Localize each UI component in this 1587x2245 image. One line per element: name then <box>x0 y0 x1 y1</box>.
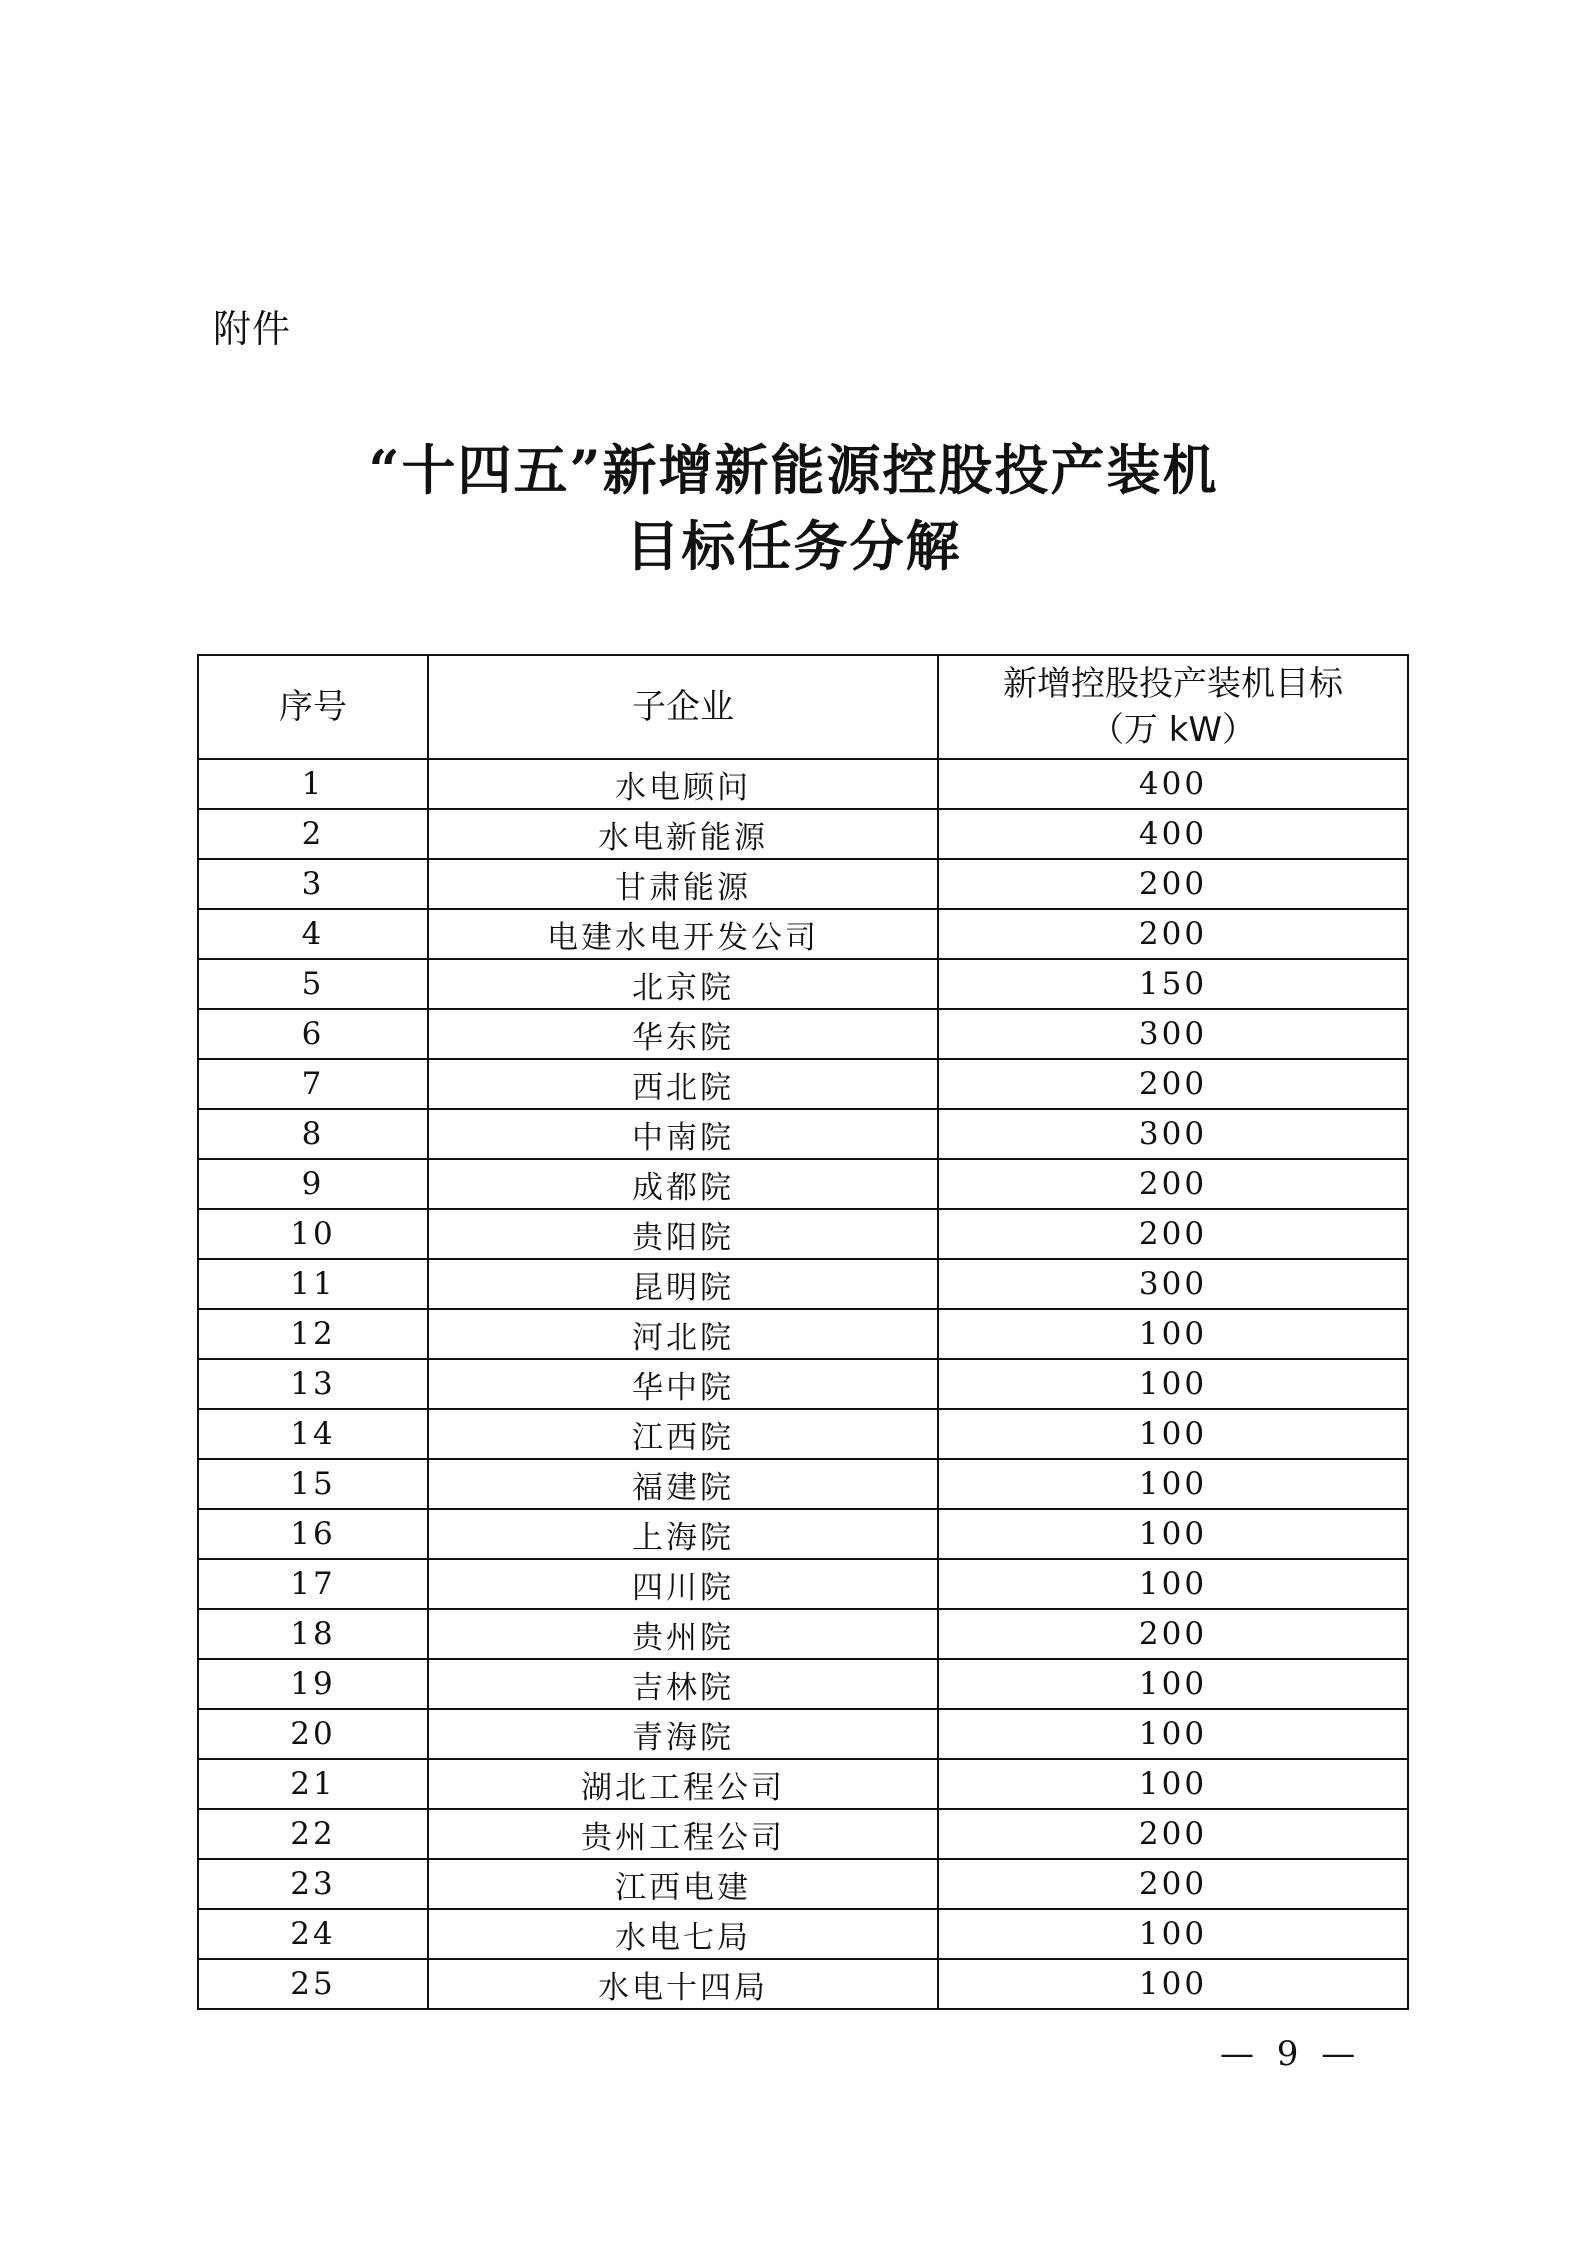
cell-target: 100 <box>938 1559 1408 1609</box>
cell-target: 100 <box>938 1309 1408 1359</box>
cell-index: 7 <box>198 1059 428 1109</box>
table-row <box>198 1159 1408 1209</box>
header-target <box>938 655 1408 759</box>
cell-index: 18 <box>198 1609 428 1659</box>
header-enterprise: 子企业 <box>428 655 938 759</box>
cell-index: 1 <box>198 759 428 809</box>
cell-enterprise: 湖北工程公司 <box>428 1759 938 1809</box>
header-index: 序号 <box>198 655 428 759</box>
title-line-1: “十四五”新增新能源控股投产装机 <box>368 438 1219 502</box>
cell-enterprise: 贵阳院 <box>428 1209 938 1259</box>
cell-target: 100 <box>938 1759 1408 1809</box>
cell-target: 400 <box>938 759 1408 809</box>
cell-target: 200 <box>938 1159 1408 1209</box>
cell-index: 14 <box>198 1409 428 1459</box>
cell-index: 11 <box>198 1259 428 1309</box>
cell-enterprise: 水电新能源 <box>428 809 938 859</box>
cell-index: 21 <box>198 1759 428 1809</box>
cell-target: 100 <box>938 1509 1408 1559</box>
cell-index: 8 <box>198 1109 428 1159</box>
table-row <box>198 1759 1408 1809</box>
cell-index: 16 <box>198 1509 428 1559</box>
cell-target: 300 <box>938 1009 1408 1059</box>
cell-enterprise: 电建水电开发公司 <box>428 909 938 959</box>
cell-enterprise: 水电十四局 <box>428 1959 938 2009</box>
cell-index: 15 <box>198 1459 428 1509</box>
cell-index: 17 <box>198 1559 428 1609</box>
cell-index: 20 <box>198 1709 428 1759</box>
table-row <box>198 1309 1408 1359</box>
cell-target: 200 <box>938 1809 1408 1859</box>
cell-index: 13 <box>198 1359 428 1409</box>
cell-enterprise: 水电顾问 <box>428 759 938 809</box>
cell-target: 100 <box>938 1959 1408 2009</box>
cell-enterprise: 江西电建 <box>428 1859 938 1909</box>
cell-index: 24 <box>198 1909 428 1959</box>
cell-enterprise: 中南院 <box>428 1109 938 1159</box>
cell-index: 19 <box>198 1659 428 1709</box>
table-row <box>198 1859 1408 1909</box>
cell-enterprise: 西北院 <box>428 1059 938 1109</box>
cell-target: 300 <box>938 1259 1408 1309</box>
table-row <box>198 759 1408 809</box>
table-row <box>198 1059 1408 1109</box>
cell-enterprise: 福建院 <box>428 1459 938 1509</box>
cell-enterprise: 成都院 <box>428 1159 938 1209</box>
title-line-2: 目标任务分解 <box>625 514 962 578</box>
cell-enterprise: 华中院 <box>428 1359 938 1409</box>
cell-enterprise: 青海院 <box>428 1709 938 1759</box>
page-number: — 9 — <box>1220 2034 1362 2074</box>
table-row <box>198 1659 1408 1709</box>
cell-enterprise: 吉林院 <box>428 1659 938 1709</box>
cell-enterprise: 甘肃能源 <box>428 859 938 909</box>
cell-target: 100 <box>938 1709 1408 1759</box>
table-row <box>198 959 1408 1009</box>
target-table <box>197 654 1409 2010</box>
cell-target: 100 <box>938 1359 1408 1409</box>
cell-enterprise: 上海院 <box>428 1509 938 1559</box>
cell-index: 9 <box>198 1159 428 1209</box>
header-target-unit: （万 kW） <box>1089 710 1257 750</box>
table-header-row <box>198 655 1408 759</box>
header-target-label: 新增控股投产装机目标 <box>1003 664 1343 704</box>
cell-index: 4 <box>198 909 428 959</box>
table-row <box>198 1259 1408 1309</box>
table-row <box>198 809 1408 859</box>
cell-enterprise: 华东院 <box>428 1009 938 1059</box>
cell-enterprise: 四川院 <box>428 1559 938 1609</box>
table-row <box>198 909 1408 959</box>
table-row <box>198 1609 1408 1659</box>
cell-enterprise: 昆明院 <box>428 1259 938 1309</box>
cell-index: 22 <box>198 1809 428 1859</box>
cell-index: 3 <box>198 859 428 909</box>
cell-index: 23 <box>198 1859 428 1909</box>
cell-index: 6 <box>198 1009 428 1059</box>
cell-index: 10 <box>198 1209 428 1259</box>
table-body <box>198 759 1408 2009</box>
cell-target: 200 <box>938 1859 1408 1909</box>
cell-target: 100 <box>938 1459 1408 1509</box>
document-title <box>0 432 1587 584</box>
table-row <box>198 1009 1408 1059</box>
cell-enterprise: 水电七局 <box>428 1909 938 1959</box>
table-row <box>198 1559 1408 1609</box>
cell-target: 150 <box>938 959 1408 1009</box>
cell-target: 200 <box>938 909 1408 959</box>
cell-enterprise: 江西院 <box>428 1409 938 1459</box>
cell-index: 5 <box>198 959 428 1009</box>
table-row <box>198 1809 1408 1859</box>
cell-target: 200 <box>938 859 1408 909</box>
cell-target: 300 <box>938 1109 1408 1159</box>
table-row <box>198 859 1408 909</box>
table-row <box>198 1359 1408 1409</box>
cell-target: 100 <box>938 1909 1408 1959</box>
table-row <box>198 1459 1408 1509</box>
cell-index: 12 <box>198 1309 428 1359</box>
cell-target: 200 <box>938 1209 1408 1259</box>
cell-target: 200 <box>938 1609 1408 1659</box>
table-row <box>198 1109 1408 1159</box>
cell-target: 100 <box>938 1409 1408 1459</box>
table-row <box>198 1709 1408 1759</box>
cell-enterprise: 贵州工程公司 <box>428 1809 938 1859</box>
cell-enterprise: 河北院 <box>428 1309 938 1359</box>
table-row <box>198 1909 1408 1959</box>
attachment-label: 附件 <box>213 307 292 351</box>
table-row <box>198 1509 1408 1559</box>
cell-target: 100 <box>938 1659 1408 1709</box>
cell-enterprise: 北京院 <box>428 959 938 1009</box>
cell-index: 25 <box>198 1959 428 2009</box>
cell-target: 400 <box>938 809 1408 859</box>
table-row <box>198 1409 1408 1459</box>
table-row <box>198 1959 1408 2009</box>
cell-index: 2 <box>198 809 428 859</box>
table-row <box>198 1209 1408 1259</box>
cell-enterprise: 贵州院 <box>428 1609 938 1659</box>
cell-target: 200 <box>938 1059 1408 1109</box>
